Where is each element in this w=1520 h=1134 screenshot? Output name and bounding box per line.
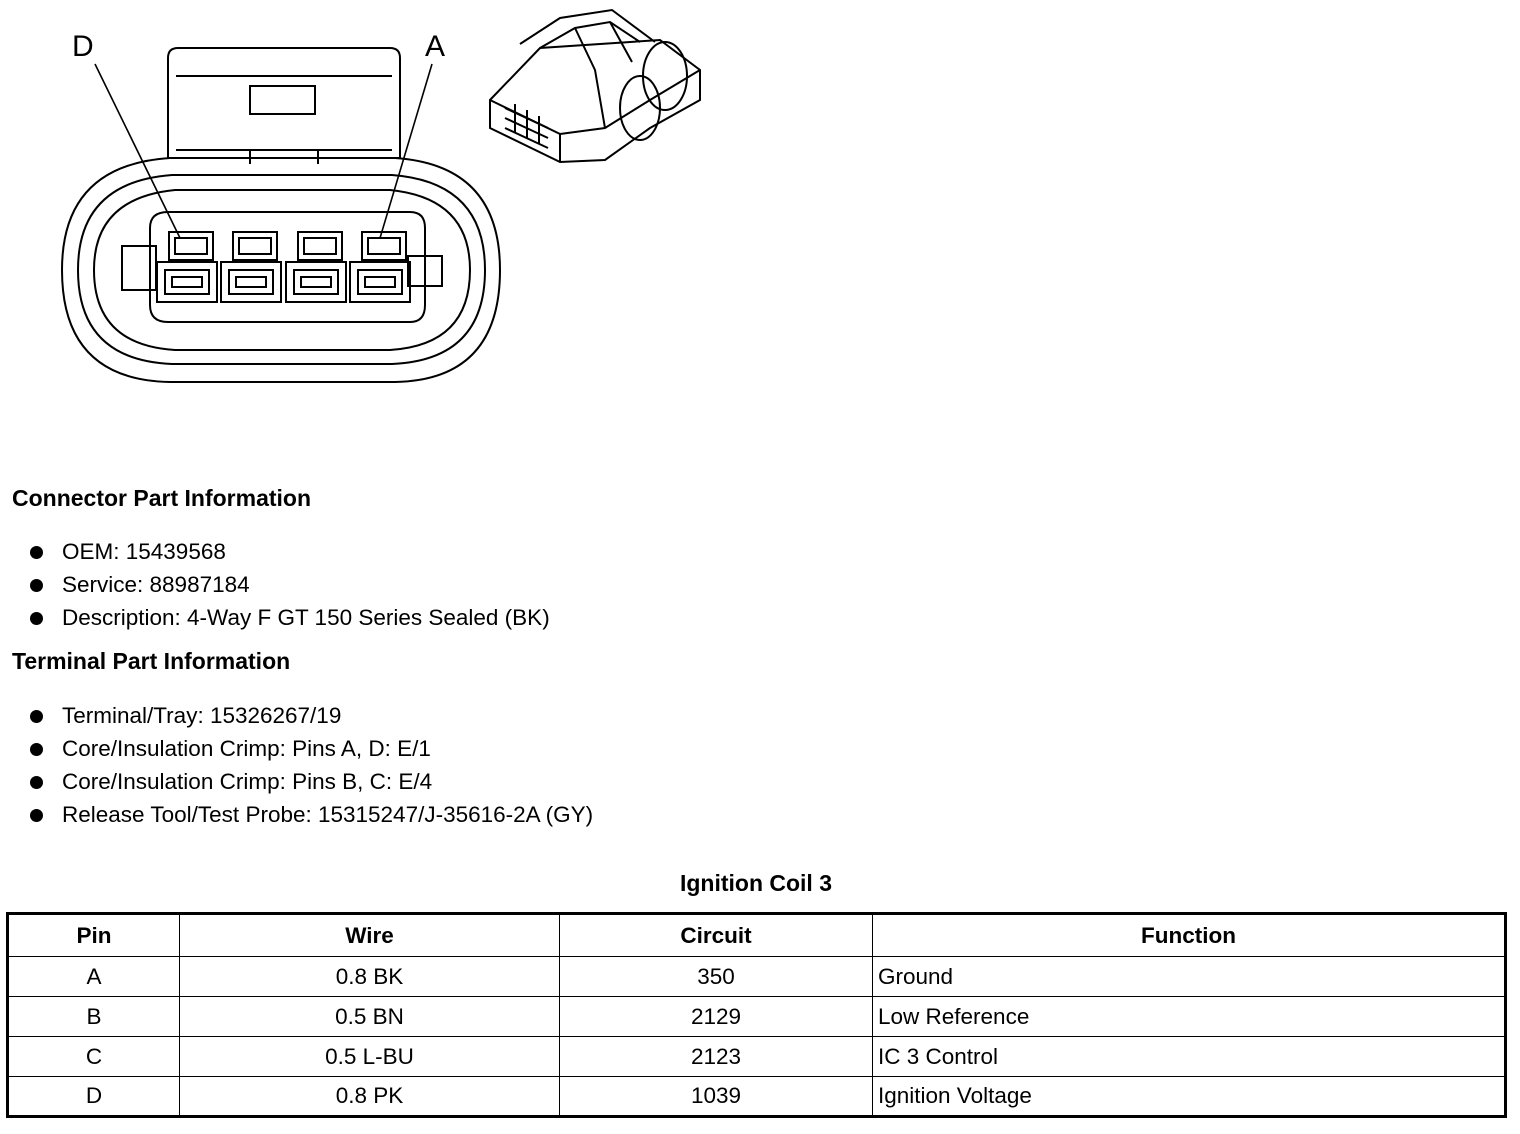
terminal-info-title: Terminal Part Information [12, 648, 291, 674]
bullet-icon [30, 809, 43, 822]
pin-cavity [157, 232, 217, 302]
cell-wire: 0.8 BK [180, 957, 560, 997]
pin-label-a: A [425, 30, 446, 63]
cell-pin: D [8, 1077, 180, 1117]
latch-window [250, 86, 315, 114]
cell-circuit: 350 [560, 957, 873, 997]
list-item-text: Core/Insulation Crimp: Pins A, D: E/1 [62, 736, 431, 761]
cell-circuit: 2123 [560, 1037, 873, 1077]
pin-label-d: D [72, 30, 94, 63]
bullet-icon [30, 710, 43, 723]
table-row [8, 1077, 1506, 1117]
table-header-row [8, 914, 1506, 957]
bullet-icon [30, 612, 43, 625]
pin-cavity [286, 232, 346, 302]
header-function: Function [873, 914, 1506, 957]
cell-wire: 0.5 BN [180, 997, 560, 1037]
bullet-icon [30, 776, 43, 789]
bullet-icon [30, 579, 43, 592]
list-item [28, 571, 550, 604]
header-pin: Pin [8, 914, 180, 957]
terminal-info-list [28, 702, 593, 834]
list-item [28, 538, 550, 571]
connector-latch [168, 48, 400, 158]
list-item-text: Release Tool/Test Probe: 15315247/J-35616-2A (GY) [62, 802, 594, 827]
list-item-text: OEM: 15439568 [62, 539, 226, 564]
bullet-icon [30, 743, 43, 756]
connector-info-list [28, 538, 550, 637]
list-item [28, 604, 550, 637]
connector-info-title: Connector Part Information [12, 485, 312, 511]
list-item [28, 702, 593, 735]
cell-function: IC 3 Control [873, 1037, 1506, 1077]
cell-pin: C [8, 1037, 180, 1077]
list-item-text: Terminal/Tray: 15326267/19 [62, 703, 342, 728]
pin-cavities [157, 232, 410, 302]
list-item [28, 735, 593, 768]
cell-wire: 0.5 L-BU [180, 1037, 560, 1077]
connector-diagram [0, 0, 760, 420]
table-title: Ignition Coil 3 [679, 870, 833, 896]
pinout-table [6, 912, 1507, 1118]
list-item-text: Core/Insulation Crimp: Pins B, C: E/4 [62, 769, 433, 794]
header-circuit: Circuit [560, 914, 873, 957]
connector-isometric-view [490, 10, 700, 162]
pin-cavity [221, 232, 281, 302]
list-item-text: Description: 4-Way F GT 150 Series Sealed (BK) [62, 605, 550, 630]
cell-function: Ground [873, 957, 1506, 997]
header-wire: Wire [180, 914, 560, 957]
table-row [8, 957, 1506, 997]
pin-cavity [350, 232, 410, 302]
cell-circuit: 1039 [560, 1077, 873, 1117]
list-item [28, 801, 593, 834]
cell-pin: A [8, 957, 180, 997]
cell-wire: 0.8 PK [180, 1077, 560, 1117]
bullet-icon [30, 546, 43, 559]
table-row [8, 997, 1506, 1037]
cell-function: Low Reference [873, 997, 1506, 1037]
cell-circuit: 2129 [560, 997, 873, 1037]
cell-function: Ignition Voltage [873, 1077, 1506, 1117]
cell-pin: B [8, 997, 180, 1037]
list-item-text: Service: 88987184 [62, 572, 250, 597]
list-item [28, 768, 593, 801]
terminal-cavity-frame [150, 212, 425, 322]
table-row [8, 1037, 1506, 1077]
